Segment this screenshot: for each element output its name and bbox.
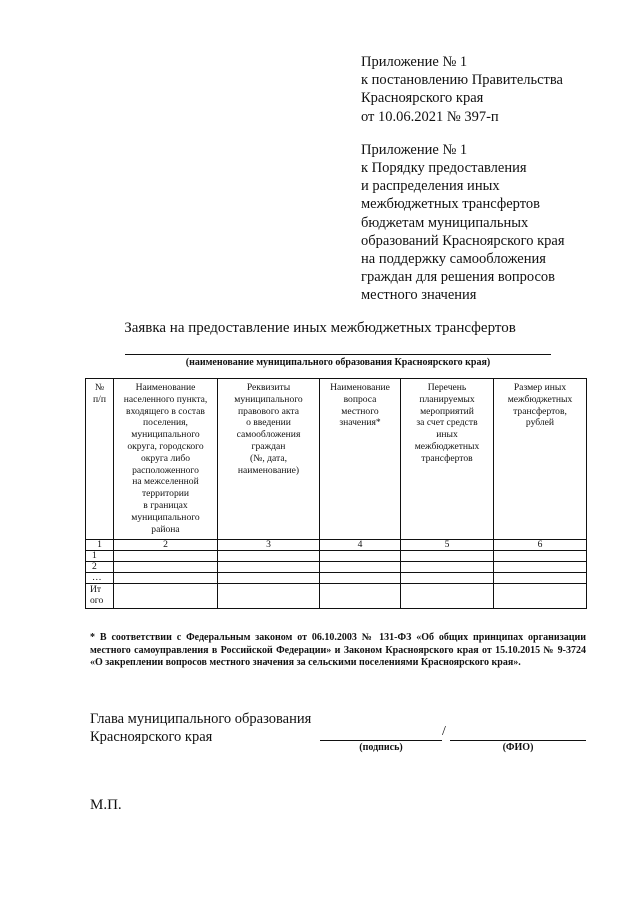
total-row (86, 584, 587, 609)
header-cell-activities (401, 379, 494, 540)
signature-label: (подпись) (359, 742, 403, 753)
header-cell-settlement (114, 379, 218, 540)
signature-separator: / (442, 724, 446, 739)
table-cell (320, 573, 401, 584)
header-line: муниципального (234, 393, 303, 405)
header-line: в границах (143, 499, 188, 511)
column-number: 2 (114, 540, 218, 551)
stamp-place: М.П. (90, 797, 122, 813)
row-number: … (86, 573, 114, 584)
appendix-line: межбюджетных трансфертов (361, 196, 540, 213)
header-line: муниципального (131, 429, 200, 441)
table-cell (218, 562, 320, 573)
signature-line (320, 740, 442, 741)
column-number: 6 (494, 540, 587, 551)
header-line: трансфертов (421, 452, 473, 464)
header-line: Размер иных (513, 382, 567, 393)
signatory-title-line: Красноярского края (90, 729, 213, 745)
footnote (90, 632, 586, 670)
signatory-title-line: Глава муниципального образования (90, 711, 312, 727)
table-cell (320, 551, 401, 562)
header-line: наименование) (237, 464, 300, 476)
appendix-line: к Порядку предоставления (361, 160, 527, 177)
header-line: межбюджетных (507, 393, 573, 405)
header-line: планируемых (419, 393, 475, 405)
column-number: 1 (86, 540, 114, 551)
table-cell (401, 573, 494, 584)
header-line: иных (436, 429, 458, 441)
signatory-title (90, 710, 311, 746)
table-cell (218, 573, 320, 584)
total-label-line: Ит (90, 584, 102, 595)
header-line: за счет средств (416, 417, 478, 429)
table-row (86, 562, 587, 573)
header-cell-amount (494, 379, 587, 540)
header-line: входящего в состав (126, 405, 205, 417)
header-line: населенного пункта, (123, 393, 208, 405)
header-line: правового акта (238, 405, 299, 417)
header-line: значения* (339, 417, 381, 429)
appendix-line: местного значения (361, 287, 477, 304)
total-label-line: ого (90, 595, 104, 606)
header-line: округа либо (140, 452, 191, 464)
appendix-line: бюджетам муниципальных (361, 214, 529, 231)
municipality-name-line (125, 354, 551, 355)
appendix-line: Красноярского края (361, 90, 484, 107)
table-cell (320, 584, 401, 609)
table-cell (494, 562, 587, 573)
table-cell (494, 551, 587, 562)
header-cell-local-issue (320, 379, 401, 540)
appendix-line: на поддержку самообложения (361, 251, 546, 268)
request-table (85, 378, 587, 609)
header-line: трансфертов, (513, 405, 567, 417)
column-number: 5 (401, 540, 494, 551)
header-line: граждан (251, 440, 286, 452)
appendix-line: Приложение № 1 (361, 54, 468, 70)
header-line: Наименование (330, 382, 390, 393)
header-line: на межселенной (132, 476, 199, 488)
column-numbers-row (86, 540, 587, 551)
row-number: 2 (86, 562, 114, 573)
name-label: (ФИО) (502, 742, 534, 753)
table-row (86, 551, 587, 562)
table-cell (114, 551, 218, 562)
header-line: мероприятий (420, 405, 474, 417)
name-line (450, 740, 586, 741)
header-line: (№, дата, (249, 452, 287, 464)
table-row (86, 573, 587, 584)
table-cell (401, 551, 494, 562)
header-line: расположенного (132, 464, 199, 476)
footnote-text: * В соответствии с Федеральным законом от 06.10.2003 № 131-ФЗ «Об общих принципах организации местного самоуправления в Российской Федерации» и Законом Красноярского края от 15.10.2015 № 9-3724 «О закреплении вопросов местного значения за сельскими поселениями Красноярского края». (90, 632, 586, 669)
table-cell (401, 562, 494, 573)
header-cell-legal-act (218, 379, 320, 540)
header-line: местного (341, 405, 379, 417)
header-cell-number (86, 379, 114, 540)
column-number: 4 (320, 540, 401, 551)
column-number: 3 (218, 540, 320, 551)
table-cell (114, 562, 218, 573)
appendix-line: граждан для решения вопросов (361, 269, 556, 286)
document-title: Заявка на предоставление иных межбюджетных трансфертов (124, 320, 516, 336)
header-line: района (151, 523, 180, 535)
table-cell (401, 584, 494, 609)
table-cell (494, 573, 587, 584)
table-cell (320, 562, 401, 573)
appendix-line: от 10.06.2021 № 397-п (361, 108, 499, 125)
header-line: рублей (525, 417, 555, 429)
table-cell (218, 551, 320, 562)
header-line: округа, городского (127, 440, 204, 452)
header-line: п/п (93, 393, 106, 405)
appendix-line: и распределения иных (361, 178, 500, 195)
table-cell (114, 573, 218, 584)
header-line: Наименование (135, 382, 196, 393)
appendix-header (361, 53, 565, 305)
table-cell (494, 584, 587, 609)
header-line: о введении (246, 417, 291, 429)
header-line: Перечень (427, 382, 467, 393)
header-line: Реквизиты (246, 382, 291, 393)
appendix-line: образований Красноярского края (361, 232, 565, 249)
header-line: вопроса (343, 393, 377, 405)
table-cell (114, 584, 218, 609)
header-line: муниципального (131, 511, 200, 523)
row-number: 1 (86, 551, 114, 562)
municipality-name-label: (наименование муниципального образования Красноярского края) (185, 357, 491, 368)
header-line: поселения, (143, 417, 188, 429)
appendix-line: Приложение № 1 (361, 141, 468, 158)
header-line: территории (141, 488, 190, 500)
header-line: межбюджетных (414, 440, 480, 452)
appendix-line: к постановлению Правительства (361, 72, 563, 89)
header-line: самообложения (236, 429, 301, 441)
table-header-row (86, 379, 587, 540)
table-cell (218, 584, 320, 609)
total-label (86, 584, 114, 609)
header-line: № (94, 382, 105, 393)
